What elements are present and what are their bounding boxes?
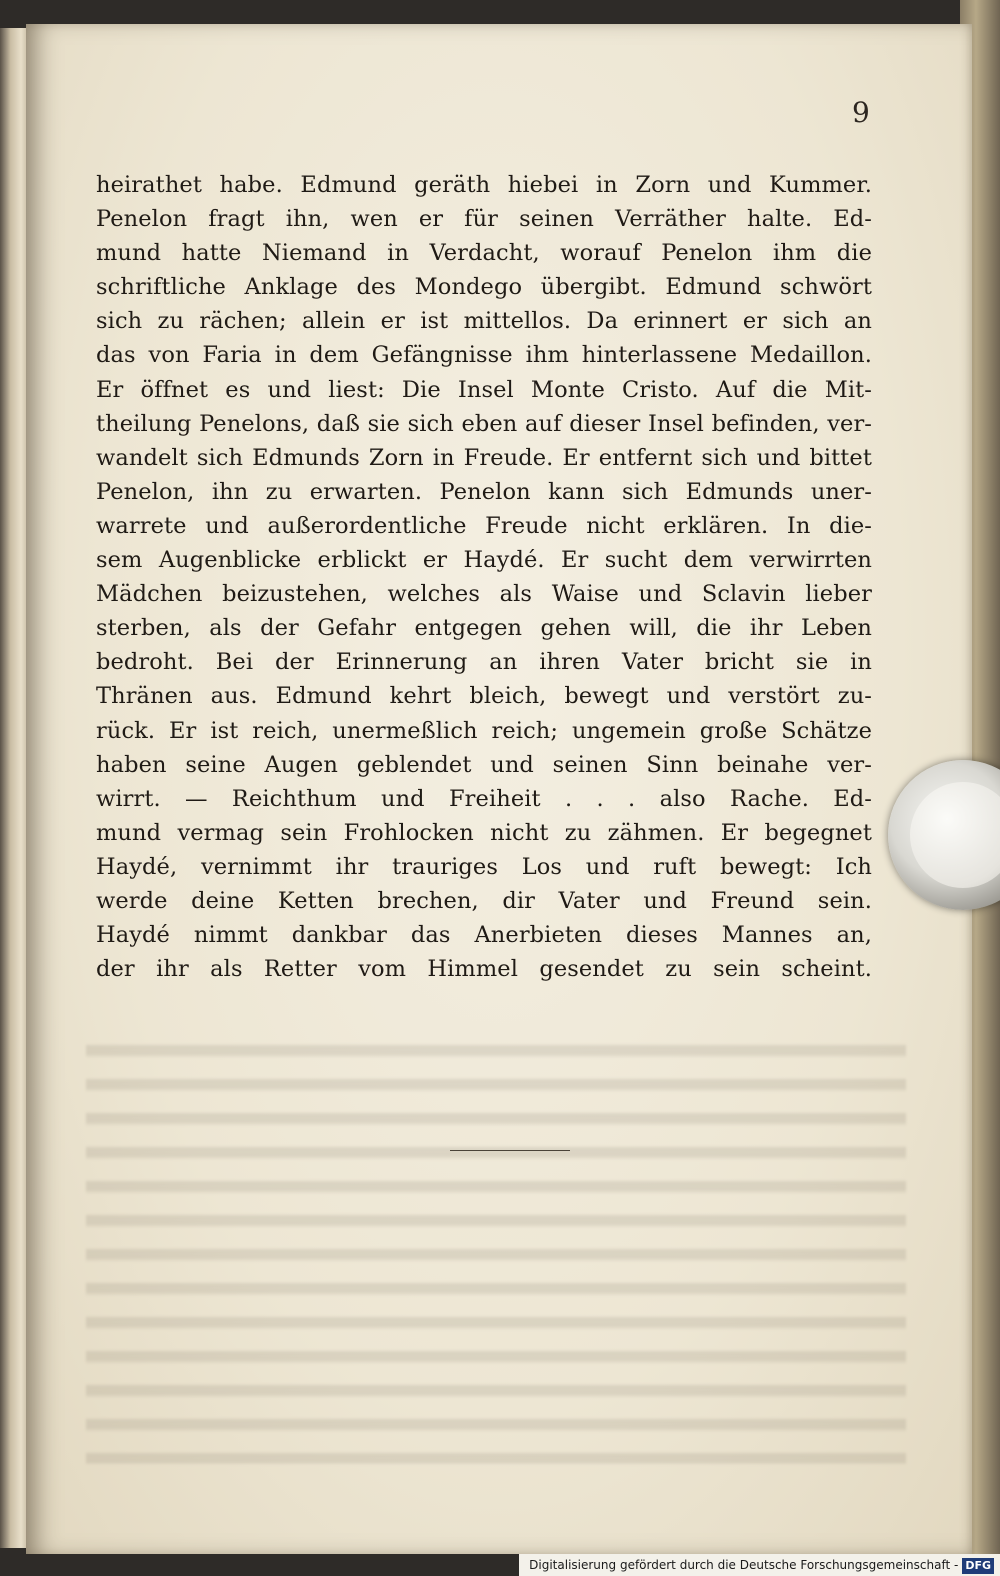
text-line: werde deine Ketten brechen, dir Vater und Freund sein. [96,887,872,914]
text-line: warrete und außerordentliche Freude nicht erklären. In die- [96,512,872,539]
body-text [96,168,872,986]
end-rule [450,1150,570,1151]
magnifier-lens [910,782,1000,888]
digitization-banner [519,1554,1000,1576]
text-line: Penelon fragt ihn, wen er für seinen Verräther halte. Ed- [96,206,872,233]
text-line: Penelon, ihn zu erwarten. Penelon kann sich Edmunds uner- [96,478,872,505]
text-line: wandelt sich Edmunds Zorn in Freude. Er entfernt sich und bittet [96,444,872,471]
text-line: der ihr als Retter vom Himmel gesendet zu sein scheint. [96,956,872,983]
text-line: theilung Penelons, daß sie sich eben auf dieser Insel befinden, ver- [96,410,872,437]
bleed-through-shadow [86,1024,906,1464]
text-line: Haydé, vernimmt ihr trauriges Los und ruft bewegt: Ich [96,853,872,880]
text-line: Haydé nimmt dankbar das Anerbieten dieses Mannes an, [96,922,872,949]
text-line: rück. Er ist reich, unermeßlich reich; ungemein große Schätze [96,717,872,744]
text-line: das von Faria in dem Gefängnisse ihm hinterlassene Medaillon. [96,342,872,369]
digitization-credit: Digitalisierung gefördert durch die Deutsche Forschungsgemeinschaft - [529,1558,959,1572]
page-number: 9 [852,96,870,129]
text-line: haben seine Augen geblendet und seinen Sinn beinahe ver- [96,751,872,778]
dfg-logo: DFG [962,1558,994,1574]
text-line: wirrt. — Reichthum und Freiheit . . . also Rache. Ed- [96,785,872,812]
text-line: sterben, als der Gefahr entgegen gehen will, die ihr Leben [96,615,872,642]
text-line: mund hatte Niemand in Verdacht, worauf Penelon ihm die [96,240,872,267]
text-line: heirathet habe. Edmund geräth hiebei in Zorn und Kummer. [96,172,872,198]
text-line: mund vermag sein Frohlocken nicht zu zähmen. Er begegnet [96,819,872,846]
text-line: sem Augenblicke erblickt er Haydé. Er sucht dem verwirrten [96,547,872,574]
text-line: Thränen aus. Edmund kehrt bleich, bewegt und verstört zu- [96,683,872,710]
text-line: bedroht. Bei der Erinnerung an ihren Vater bricht sie in [96,649,872,676]
text-line: schriftliche Anklage des Mondego übergibt. Edmund schwört [96,274,872,301]
text-line: Er öffnet es und liest: Die Insel Monte Cristo. Auf die Mit- [96,376,872,403]
text-line: Mädchen beizustehen, welches als Waise und Sclavin lieber [96,581,872,608]
text-line: sich zu rächen; allein er ist mittellos. Da erinnert er sich an [96,308,872,335]
